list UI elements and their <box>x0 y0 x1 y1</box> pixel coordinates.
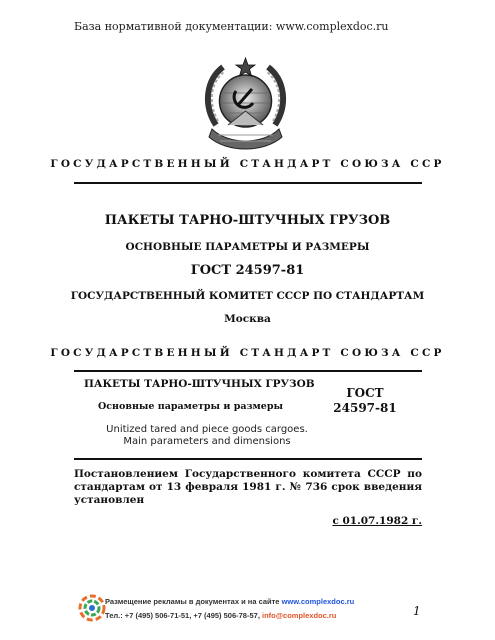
decree-text: Постановлением Государственного комитета СССР по стандартам от 13 февраля 1981 г. № 736 срок введения установлен <box>74 468 422 506</box>
site-header-line: База нормативной документации: www.complexdoc.ru <box>74 20 389 33</box>
body-subtitle: Основные параметры и размеры <box>98 401 284 412</box>
divider <box>74 458 422 460</box>
english-title-line1: Unitized tared and piece goods cargoes. <box>106 424 308 435</box>
page-number: 1 <box>413 604 421 618</box>
divider <box>74 370 422 372</box>
footer-phone-text: Тел.: +7 (495) 506-71-51, +7 (495) 506-78-57, <box>105 611 262 620</box>
gost-label: ГОСТ <box>346 386 384 400</box>
english-title <box>74 424 340 448</box>
footer-email-link[interactable]: info@complexdoc.ru <box>261 611 337 620</box>
divider <box>74 182 422 184</box>
footer-ad-line <box>105 597 354 606</box>
body-title: ПАКЕТЫ ТАРНО-ШТУЧНЫХ ГРУЗОВ <box>84 378 315 390</box>
gost-code-block <box>330 386 400 416</box>
effective-date: с 01.07.1982 г. <box>332 515 422 527</box>
cover-title: ПАКЕТЫ ТАРНО-ШТУЧНЫХ ГРУЗОВ <box>104 213 391 228</box>
complexdoc-logo-icon <box>77 593 107 623</box>
cover-city: Москва <box>224 313 271 325</box>
body-standard-line: ГОСУДАРСТВЕННЫЙ СТАНДАРТ СОЮЗА ССР <box>50 347 445 359</box>
footer-contact-line <box>105 611 336 620</box>
cover-committee: ГОСУДАРСТВЕННЫЙ КОМИТЕТ СССР ПО СТАНДАРТАМ <box>70 290 425 302</box>
english-title-line2: Main parameters and dimensions <box>123 436 291 447</box>
cover-standard-line: ГОСУДАРСТВЕННЫЙ СТАНДАРТ СОЮЗА ССР <box>50 158 445 170</box>
ussr-emblem-icon <box>198 55 293 153</box>
cover-subtitle: ОСНОВНЫЕ ПАРАМЕТРЫ И РАЗМЕРЫ <box>125 241 370 253</box>
cover-gost-number: ГОСТ 24597-81 <box>190 263 305 278</box>
footer-site-link[interactable]: www.complexdoc.ru <box>281 597 355 606</box>
footer-ad-text: Размещение рекламы в документах и на сайте <box>105 597 282 606</box>
gost-number: 24597-81 <box>333 401 397 415</box>
